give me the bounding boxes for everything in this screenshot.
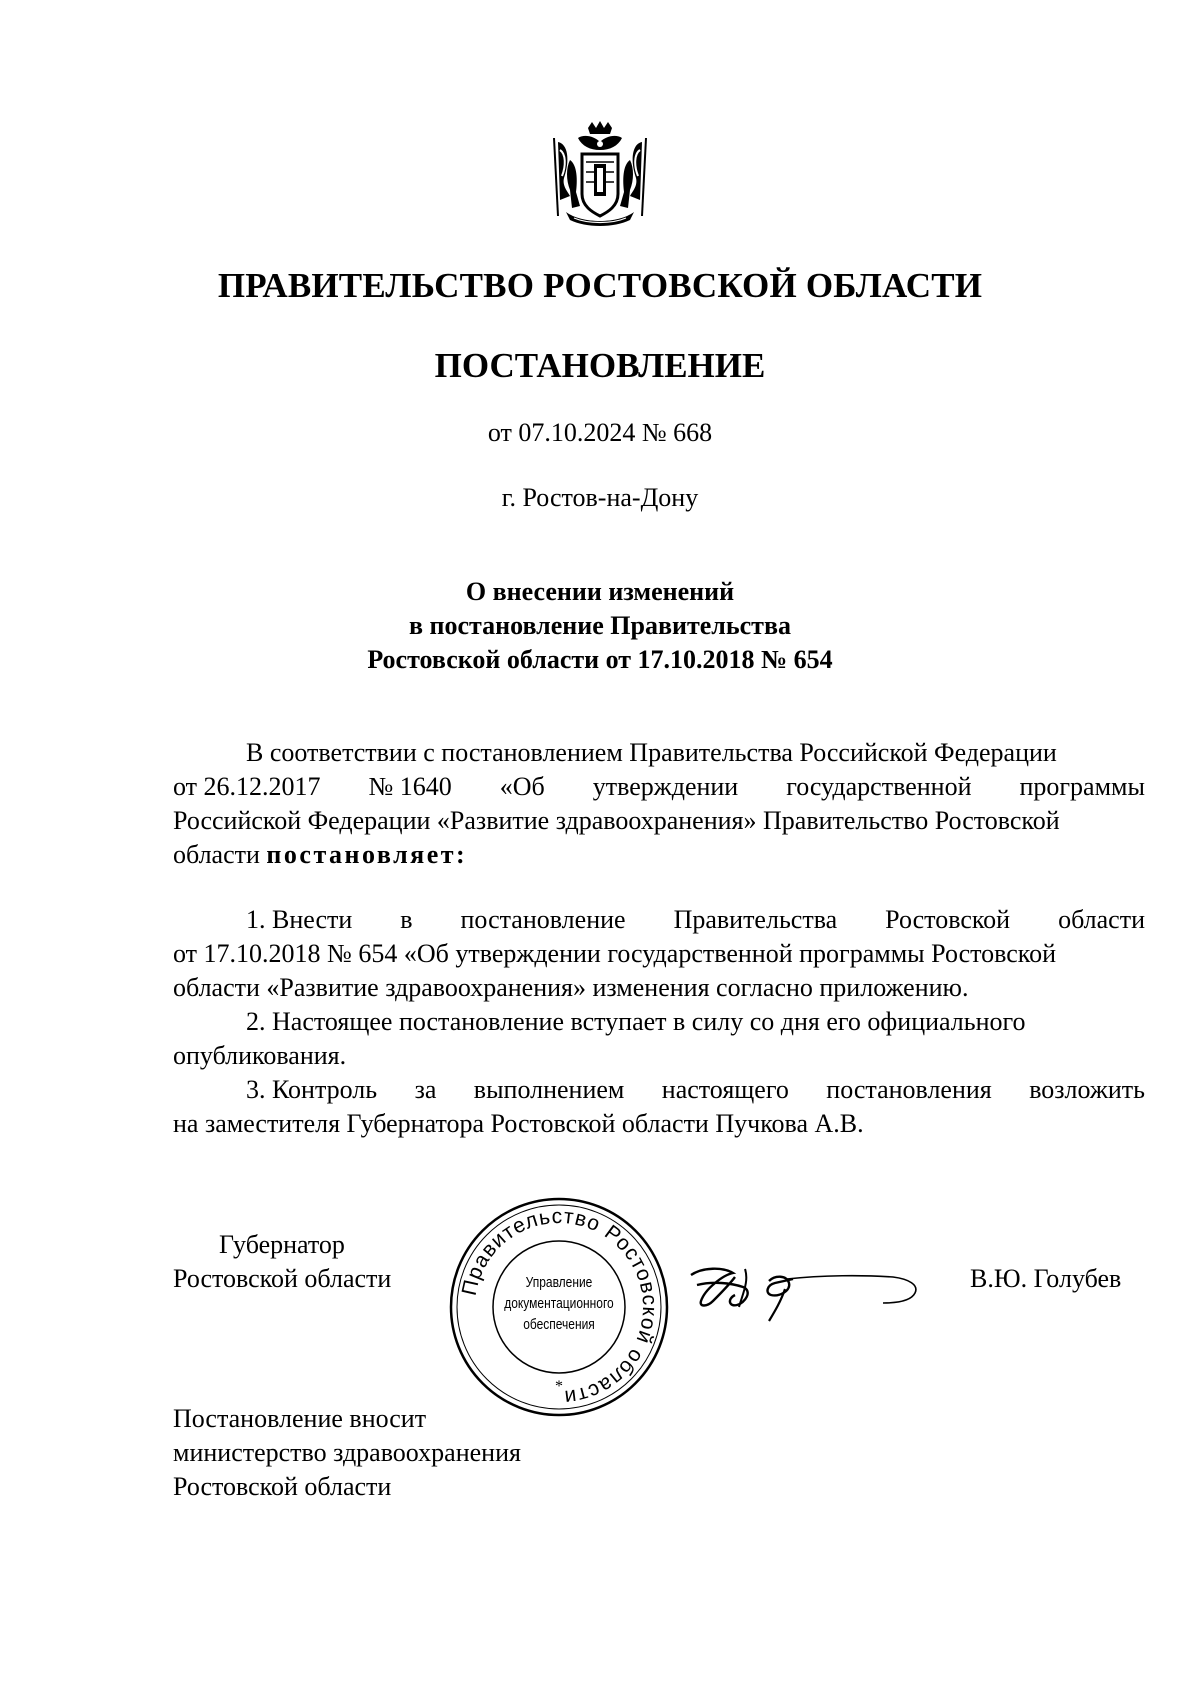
position-line: Губернатор bbox=[219, 1230, 345, 1259]
word: государственной bbox=[786, 772, 972, 801]
word: 1. Внести bbox=[246, 905, 353, 934]
document-type: ПОСТАНОВЛЕНИЕ bbox=[434, 346, 766, 385]
document-subject bbox=[0, 575, 1200, 677]
preamble-line: В соответствии с постановлением Правительства Российской Федерации bbox=[246, 738, 1057, 767]
item-3-line: на заместителя Губернатора Ростовской области Пучкова А.В. bbox=[173, 1109, 864, 1138]
word: № 1640 bbox=[368, 772, 452, 801]
word: 3. Контроль bbox=[246, 1075, 378, 1104]
document-date-number: от 07.10.2024 № 668 bbox=[487, 418, 713, 447]
preamble-line: Российской Федерации «Развитие здравоохранения» Правительство Ростовской bbox=[173, 806, 1060, 835]
word: постановления bbox=[826, 1075, 992, 1104]
handwritten-signature bbox=[683, 1245, 933, 1335]
word: утверждении bbox=[592, 772, 739, 801]
word: за bbox=[414, 1075, 437, 1104]
item-2-line: опубликования. bbox=[173, 1041, 347, 1070]
word: области bbox=[1058, 905, 1145, 934]
position-line: Ростовской области bbox=[173, 1264, 392, 1293]
seal-inner-line: документационного bbox=[504, 1295, 614, 1312]
government-title: ПРАВИТЕЛЬСТВО РОСТОВСКОЙ ОБЛАСТИ bbox=[217, 266, 983, 305]
seal-inner-text bbox=[498, 1272, 620, 1335]
preamble-line bbox=[173, 770, 1145, 804]
word: в bbox=[400, 905, 413, 934]
introducer-line: Постановление вносит bbox=[173, 1404, 427, 1433]
introducer-block bbox=[173, 1402, 521, 1504]
subject-line: О внесении изменений bbox=[465, 577, 735, 606]
signatory-position bbox=[173, 1228, 391, 1296]
word: программы bbox=[1019, 772, 1145, 801]
coat-of-arms-icon bbox=[548, 120, 652, 228]
word: выполнением bbox=[473, 1075, 625, 1104]
item-2-line: 2. Настоящее постановление вступает в силу со дня его официального bbox=[246, 1007, 1026, 1036]
word: настоящего bbox=[661, 1075, 789, 1104]
preamble-prefix: области bbox=[173, 840, 260, 869]
subject-line: в постановление Правительства bbox=[408, 611, 791, 640]
item-1-line: от 17.10.2018 № 654 «Об утверждении государственной программы Ростовской bbox=[173, 939, 1057, 968]
introducer-line: Ростовской области bbox=[173, 1472, 392, 1501]
resolution-items bbox=[173, 903, 1145, 1141]
introducer-line: министерство здравоохранения bbox=[173, 1438, 521, 1467]
resolves-keyword: постановляет: bbox=[266, 840, 468, 869]
word: от 26.12.2017 bbox=[173, 772, 321, 801]
word: «Об bbox=[499, 772, 545, 801]
word: Правительства bbox=[673, 905, 838, 934]
document-place: г. Ростов-на-Дону bbox=[501, 483, 699, 512]
word: Ростовской bbox=[885, 905, 1011, 934]
seal-outer-text: Правительство Ростовской области bbox=[457, 1204, 662, 1410]
item-1-line: области «Развитие здравоохранения» изменения согласно приложению. bbox=[173, 973, 969, 1002]
svg-text:*: * bbox=[555, 1378, 563, 1395]
subject-line: Ростовской области от 17.10.2018 № 654 bbox=[367, 645, 833, 674]
seal-inner-line: обеспечения bbox=[523, 1316, 595, 1333]
item-1-line bbox=[173, 903, 1145, 937]
word: постановление bbox=[460, 905, 626, 934]
item-3-line bbox=[173, 1073, 1145, 1107]
preamble-paragraph bbox=[173, 736, 1145, 872]
signatory-name: В.Ю. Голубев bbox=[970, 1264, 1122, 1293]
seal-inner-line: Управление bbox=[525, 1274, 593, 1291]
preamble-line bbox=[173, 838, 1145, 872]
word: возложить bbox=[1029, 1075, 1145, 1104]
